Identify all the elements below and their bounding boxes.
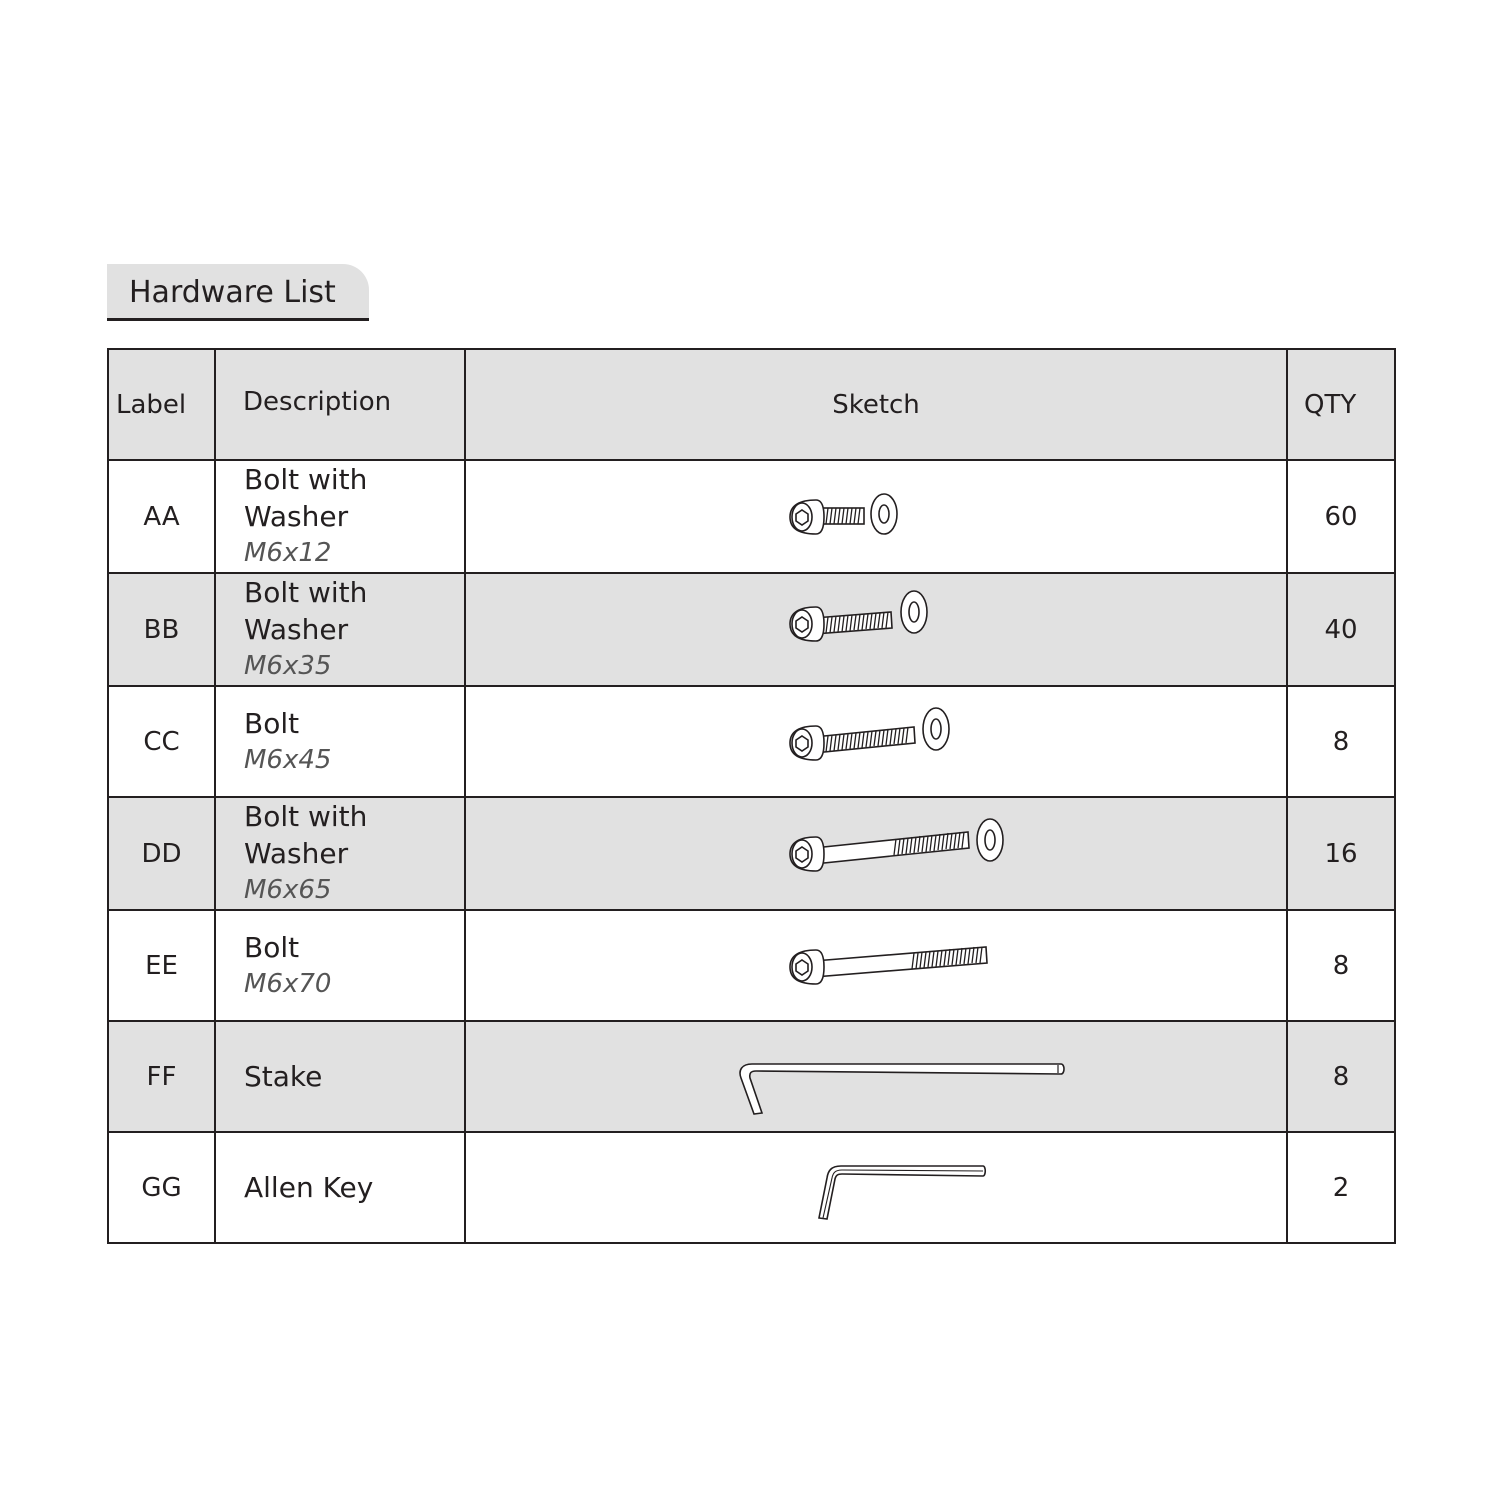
item-spec: M6x65 [244, 875, 332, 905]
table-row [108, 910, 1395, 1021]
bolt-with-washer-icon [466, 687, 1288, 798]
header-description-text: Description [243, 386, 392, 417]
table-row [108, 686, 1395, 797]
header-row [108, 349, 1395, 460]
row-description [215, 1132, 465, 1243]
item-spec: M6x12 [244, 538, 332, 568]
bolt-with-washer-icon [466, 461, 1288, 572]
stake-icon [466, 1022, 1288, 1133]
item-name: Allen Key [244, 1171, 374, 1204]
table-row [108, 573, 1395, 686]
table-row [108, 1021, 1395, 1132]
row-label: EE [108, 910, 215, 1021]
header-sketch: Sketch [465, 349, 1287, 460]
item-name: Bolt [244, 930, 300, 964]
row-label: DD [108, 797, 215, 910]
row-qty: 8 [1287, 910, 1395, 1021]
row-description [215, 573, 465, 686]
hardware-list-tab [107, 264, 369, 321]
row-sketch [465, 797, 1287, 910]
header-description [215, 349, 465, 460]
item-name: Bolt with Washer [244, 576, 368, 646]
row-sketch [465, 910, 1287, 1021]
row-qty: 8 [1287, 686, 1395, 797]
item-spec: M6x70 [244, 968, 332, 999]
row-sketch [465, 460, 1287, 573]
row-description [215, 686, 465, 797]
row-sketch [465, 1132, 1287, 1243]
row-qty: 60 [1287, 460, 1395, 573]
row-sketch [465, 686, 1287, 797]
row-description [215, 460, 465, 573]
item-spec: M6x45 [244, 744, 332, 775]
row-description [215, 910, 465, 1021]
table-row [108, 797, 1395, 910]
row-label: GG [108, 1132, 215, 1243]
header-qty: QTY [1287, 349, 1395, 460]
bolt-with-washer-icon [466, 798, 1288, 909]
header-label: Label [108, 349, 215, 460]
table-row [108, 1132, 1395, 1243]
hardware-table [107, 348, 1396, 1244]
page-title: Hardware List [129, 275, 336, 310]
item-name: Bolt with Washer [244, 800, 368, 870]
row-description [215, 797, 465, 910]
row-qty: 2 [1287, 1132, 1395, 1243]
bolt-icon [466, 911, 1288, 1022]
row-sketch [465, 573, 1287, 686]
row-label: BB [108, 573, 215, 686]
row-label: FF [108, 1021, 215, 1132]
item-name: Stake [244, 1060, 323, 1093]
row-label: CC [108, 686, 215, 797]
allen-key-icon [466, 1133, 1288, 1244]
item-name: Bolt [244, 706, 300, 740]
item-name: Bolt with Washer [244, 463, 368, 533]
row-qty: 8 [1287, 1021, 1395, 1132]
row-sketch [465, 1021, 1287, 1132]
bolt-with-washer-icon [466, 574, 1288, 685]
row-qty: 16 [1287, 797, 1395, 910]
item-spec: M6x35 [244, 651, 332, 681]
row-label: AA [108, 460, 215, 573]
table-row [108, 460, 1395, 573]
row-qty: 40 [1287, 573, 1395, 686]
row-description [215, 1021, 465, 1132]
